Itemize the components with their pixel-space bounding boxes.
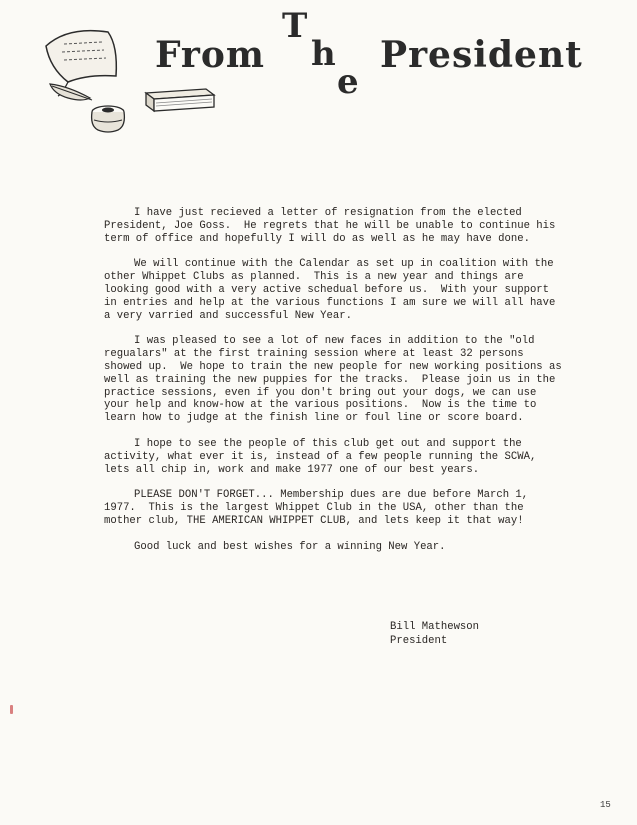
signature-name: Bill Mathewson (390, 621, 480, 633)
page-header (0, 0, 637, 150)
title-president: President (380, 34, 583, 76)
title-from: From (155, 34, 265, 76)
letter-body (104, 207, 569, 567)
letter-paragraph: We will continue with the Calendar as set up in coalition with the other Whippet Clubs as planned. This is a new year and things are looking good with a very active schedual before us. With your support in entries and help at the various functions I am sure we will all have a very varried and successful New Year. (104, 258, 562, 322)
letter-paragraph: Good luck and best wishes for a winning New Year. (134, 540, 446, 553)
letter-paragraph: I hope to see the people of this club get out and support the activity, what ever it is, instead of a few people running the SCWA, lets all chip in, work and make 1977 one of our best years. (104, 437, 543, 476)
page-corner-mark: 15 (600, 800, 611, 810)
title-the-letter-h: h (311, 34, 336, 74)
letter-paragraph: I have just recieved a letter of resignation from the elected President, Joe Goss. He regrets that he will be unable to continue his term of office and hopefully I will do as well as he may have done. (104, 207, 562, 245)
letter-paragraph: PLEASE DON'T FORGET... Membership dues are due before March 1, 1977. This is the largest Whippet Club in the USA, other than the mother club, THE AMERICAN WHIPPET CLUB, and lets keep it that way! (104, 489, 535, 527)
quill-inkwell-illustration (38, 16, 128, 136)
book-illustration (140, 85, 220, 113)
title-the-letter-t: T (282, 6, 308, 46)
letter-paragraph: I was pleased to see a lot of new faces in addition to the "old regualars" at the first training session where at least 32 persons showed up. We hope to train the new people for new working positions as well as training the new puppies for the tracks. Please join us in the practice sessions, even if you don't bring out your dogs, we can use your help and know-how at the various positions. Now is the time to learn how to judge at the finish line or foul line or score board. (104, 335, 569, 425)
margin-mark (10, 705, 13, 714)
signature-block (390, 620, 479, 648)
signature-title: President (390, 635, 448, 647)
title-the-letter-e: e (337, 62, 359, 102)
